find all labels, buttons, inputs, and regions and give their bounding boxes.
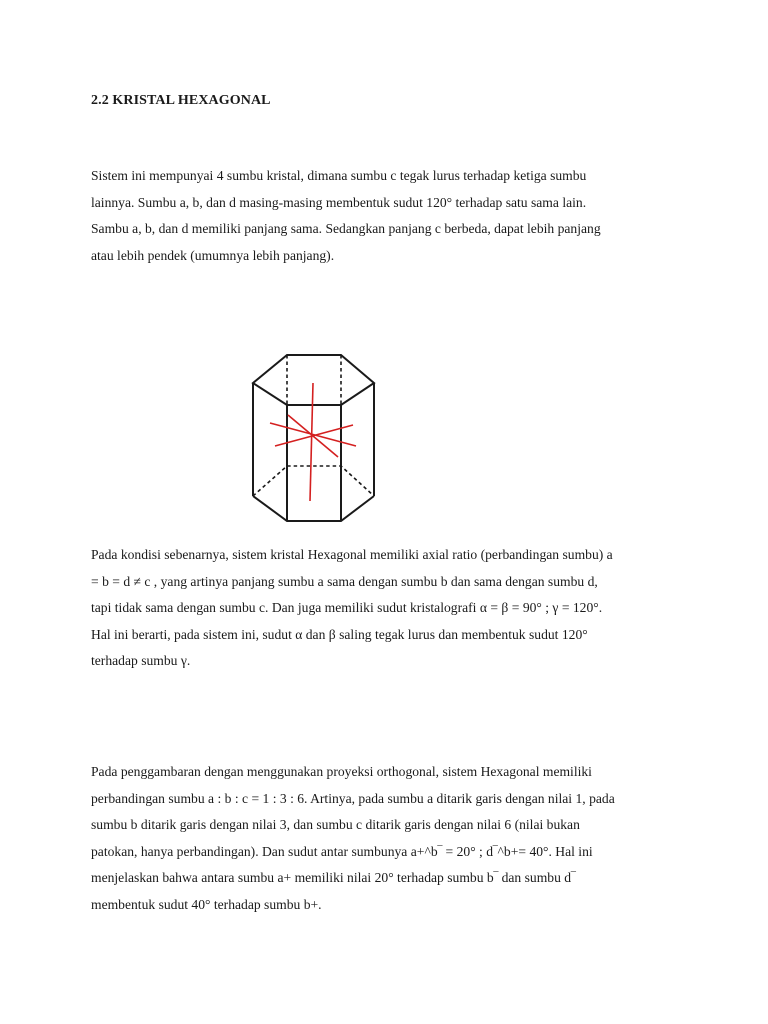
text-line: patokan, hanya perbandingan). Dan sudut antar sumbunya a+^b‾ = 20° ; d‾^b+= 40°. Hal ini xyxy=(91,843,593,859)
text-line: Pada kondisi sebenarnya, sistem kristal Hexagonal memiliki axial ratio (perbandingan sumbu) a xyxy=(91,547,613,562)
hexagonal-prism-figure xyxy=(248,353,380,525)
text-line: terhadap sumbu γ. xyxy=(91,653,191,668)
text-line: = b = d ≠ c , yang artinya panjang sumbu a sama dengan sumbu b dan sama dengan sumbu d, xyxy=(91,573,598,589)
text-line: perbandingan sumbu a : b : c = 1 : 3 : 6. Artinya, pada sumbu a ditarik garis dengan nilai 1, pada xyxy=(91,790,615,806)
axis-c xyxy=(310,383,313,501)
section-heading: 2.2 KRISTAL HEXAGONAL xyxy=(91,93,271,108)
text-line: atau lebih pendek (umumnya lebih panjang). xyxy=(91,247,335,263)
text-line: Sistem ini mempunyai 4 sumbu kristal, dimana sumbu c tegak lurus terhadap ketiga sumbu xyxy=(91,168,587,183)
text-line: tapi tidak sama dengan sumbu c. Dan juga memiliki sudut kristalografi α = β = 90° ; γ = 120°. xyxy=(91,600,603,615)
text-line: Pada penggambaran dengan menggunakan proyeksi orthogonal, sistem Hexagonal memiliki xyxy=(91,764,592,779)
text-line: membentuk sudut 40° terhadap sumbu b+. xyxy=(91,896,322,912)
bottom-front-edges xyxy=(253,496,374,521)
text-line: lainnya. Sumbu a, b, dan d masing-masing membentuk sudut 120° terhadap satu sama lain. xyxy=(91,194,587,210)
axis-a xyxy=(270,423,356,446)
top-hexagon-face xyxy=(253,355,374,405)
hexagonal-prism-diagram xyxy=(248,353,380,525)
text-line: Sambu a, b, dan d memiliki panjang sama. Sedangkan panjang c berbeda, dapat lebih panjang xyxy=(91,221,601,236)
hidden-bottom-back-edges xyxy=(253,466,374,496)
text-line: menjelaskan bahwa antara sumbu a+ memiliki nilai 20° terhadap sumbu b‾ dan sumbu d‾ xyxy=(91,870,576,885)
paragraph-axial-ratio xyxy=(91,542,691,675)
axis-d xyxy=(288,415,338,457)
paragraph-intro xyxy=(91,163,691,269)
text-line: Hal ini berarti, pada sistem ini, sudut α dan β saling tegak lurus dan membentuk sudut 120° xyxy=(91,626,588,642)
text-line: sumbu b ditarik garis dengan nilai 3, dan sumbu c ditarik garis dengan nilai 6 (nilai bukan xyxy=(91,817,580,832)
paragraph-projection xyxy=(91,759,691,918)
